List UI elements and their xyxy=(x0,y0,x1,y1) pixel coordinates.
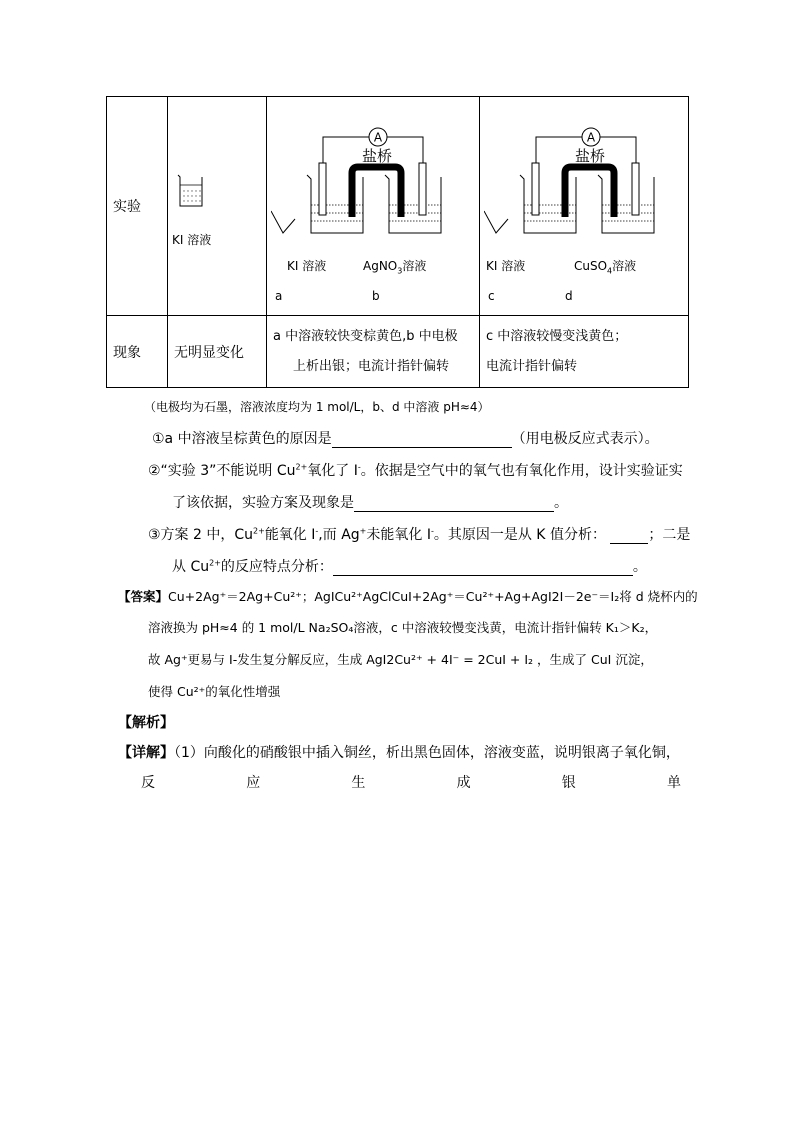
galvanic-cell-ab-diagram xyxy=(271,117,476,247)
analysis-heading: 【解析】 xyxy=(118,715,174,731)
right-solution-cuso4: CuSO$_4$溶液 xyxy=(574,259,637,276)
answer-tag: 【答案】 xyxy=(118,589,169,604)
answer-blank[interactable] xyxy=(333,561,633,576)
answer-blank[interactable] xyxy=(610,529,648,544)
salt-bridge-label: 盐桥 xyxy=(574,147,606,165)
ammeter-icon: A xyxy=(373,130,383,145)
phenomenon-col1 xyxy=(168,316,267,388)
question-2-line-2: 了该依据，实验方案及现象是 。 xyxy=(172,495,568,511)
left-solution-ki: KI 溶液 xyxy=(287,259,327,273)
question-1: ①a 中溶液呈棕黄色的原因是 （用电极反应式表示）。 xyxy=(152,431,659,447)
question-3-line-1: ③方案 2 中，$Cu^{2+}$能氧化 I-,而 Ag+未能氧化 I-。其原因一是从 K 值分析： ；二是 xyxy=(148,526,691,543)
phenomenon-text: 无明显变化 xyxy=(174,344,244,361)
answer-line-3: 故 Ag⁺更易与 I-发生复分解反应，生成 AgI2Cu²⁺ + 4I⁻ = 2CuI + I₂ ，生成了 CuI 沉淀， xyxy=(148,652,653,667)
cell-ki-beaker xyxy=(168,97,267,316)
cell-cell-cd xyxy=(480,97,689,316)
ammeter-icon: A xyxy=(586,130,596,145)
detail-char: 成 xyxy=(456,775,471,791)
question-3-line-2: 从 $Cu^{2+}$的反应特点分析： 。 xyxy=(172,558,647,575)
answer-line-4: 使得 Cu²⁺的氧化性增强 xyxy=(148,684,281,699)
detail-char: 单 xyxy=(666,775,681,791)
phenomenon-line: c 中溶液较慢变浅黄色； xyxy=(486,328,628,344)
beaker-letter-a: a xyxy=(275,289,283,303)
detail-char: 反 xyxy=(141,775,155,791)
row-label-text: 实验 xyxy=(113,199,141,215)
note-line: （电极均为石墨，溶液浓度均为 1 mol/L，b、d 中溶液 pH≈4） xyxy=(144,400,490,414)
experiment-row xyxy=(107,97,689,316)
row-label-phenomenon xyxy=(107,316,168,388)
beaker-letter-b: b xyxy=(372,289,380,303)
phenomenon-line: a 中溶液较快变棕黄色,b 中电极 xyxy=(273,328,458,344)
phenomenon-line: 电流计指针偏转 xyxy=(486,358,578,374)
beaker-letter-c: c xyxy=(488,289,495,303)
detail-tag: 【详解】 xyxy=(118,745,174,761)
phenomenon-col2 xyxy=(267,316,480,388)
detail-line-1: 【详解】（1）向酸化的硝酸银中插入铜丝，析出黑色固体，溶液变蓝，说明银离子氧化铜， xyxy=(118,745,680,761)
phenomenon-row xyxy=(107,316,689,388)
answer-blank[interactable] xyxy=(332,433,512,448)
answer-line-1: 【答案】Cu+2Ag⁺＝2Ag+Cu²⁺；AgICu²⁺AgClCuI+2Ag⁺＝Cu²⁺+Ag+AgI2I－2e⁻＝I₂将 d 烧杯内的 xyxy=(118,589,698,604)
question-2-line-1: ②“实验 3”不能说明 $Cu^{2+}$氧化了 I-。依据是空气中的氧气也有氧化作用，设计实验证实 xyxy=(148,462,683,479)
row-label-experiment xyxy=(107,97,168,316)
cell-cell-ab xyxy=(267,97,480,316)
detail-line-2 xyxy=(141,772,681,792)
salt-bridge-label: 盐桥 xyxy=(361,147,393,165)
ki-solution-label: KI 溶液 xyxy=(172,233,212,247)
detail-char: 银 xyxy=(561,775,576,791)
galvanic-cell-cd-diagram xyxy=(484,117,689,247)
detail-char: 生 xyxy=(351,775,366,791)
phenomenon-line: 上析出银；电流计指针偏转 xyxy=(293,358,450,374)
beaker-icon xyxy=(176,173,206,209)
row-label-text: 现象 xyxy=(113,344,141,361)
experiment-table xyxy=(106,96,689,388)
phenomenon-col3 xyxy=(480,316,689,388)
right-solution-agno3: AgNO$_3$溶液 xyxy=(363,259,427,276)
beaker-letter-d: d xyxy=(565,289,573,303)
detail-char: 应 xyxy=(246,775,261,791)
answer-blank[interactable] xyxy=(354,497,554,512)
answer-line-2: 溶液换为 pH≈4 的 1 mol/L Na₂SO₄溶液，c 中溶液较慢变浅黄，电流计指针偏转 K₁＞K₂， xyxy=(148,620,658,635)
left-solution-ki: KI 溶液 xyxy=(486,259,526,273)
